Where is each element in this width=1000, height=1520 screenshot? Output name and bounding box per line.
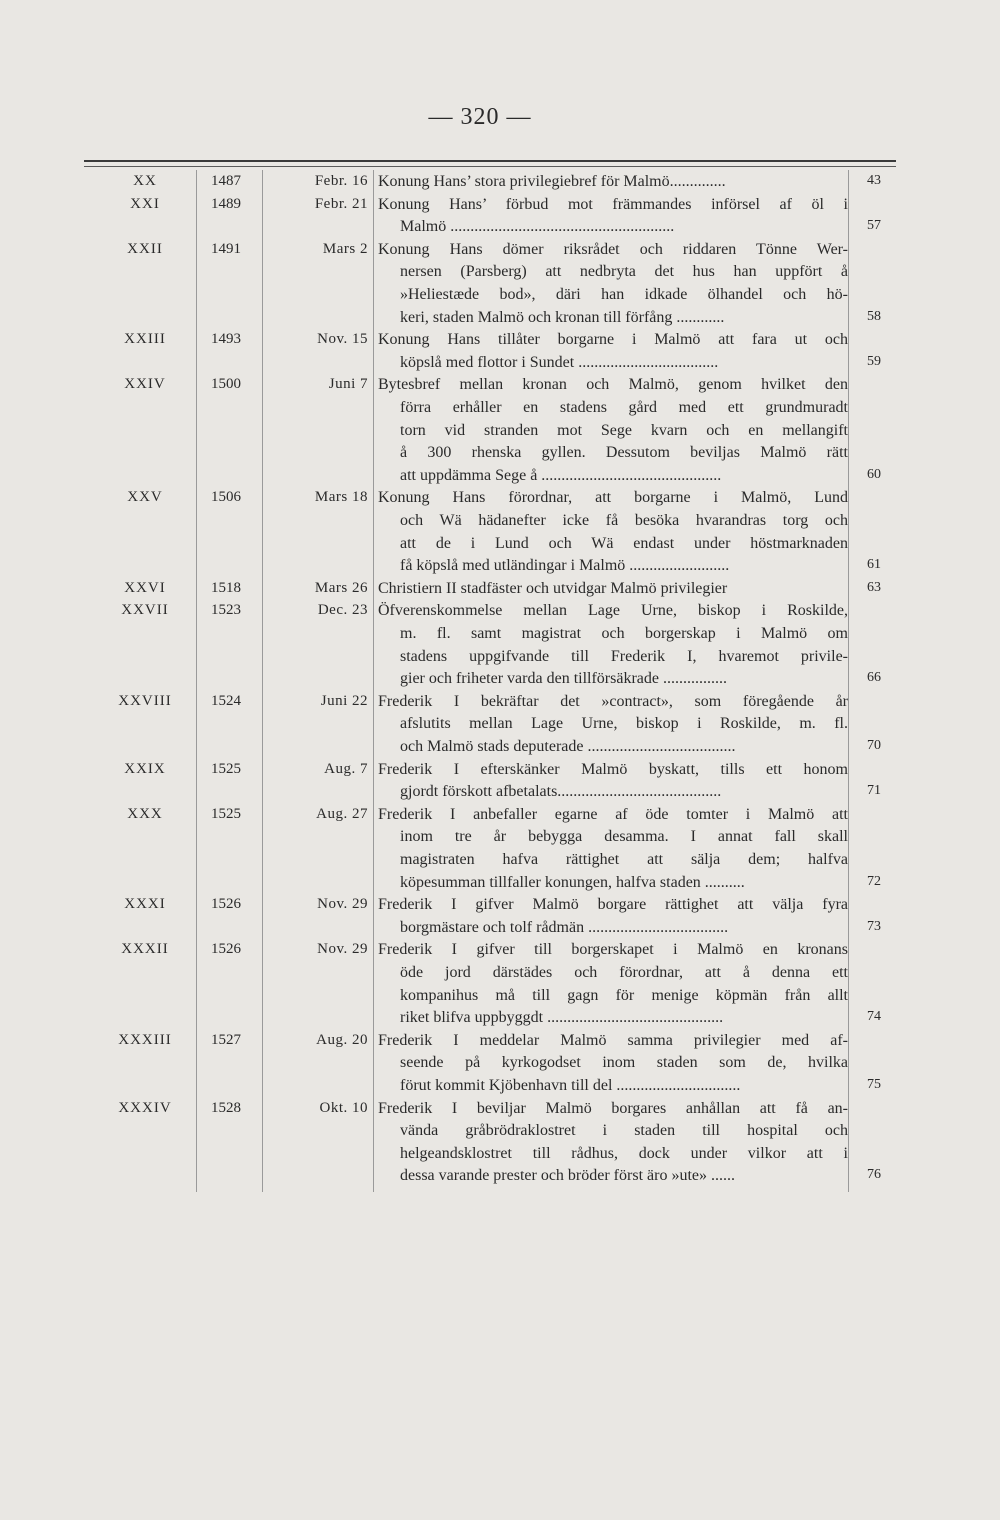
entry-page-ref: 63	[867, 579, 881, 595]
entry-year: 1528	[211, 1099, 241, 1116]
description-line: förut kommit Kjöbenhavn till del ...............................	[400, 1076, 741, 1094]
description-line: Öfverenskommelse mellan Lage Urne, biskop i Roskilde,	[378, 602, 848, 620]
description-line: dessa varande prester och bröder först äro »ute» ......	[400, 1167, 735, 1185]
entry-description	[378, 194, 848, 239]
entry-page-ref: 73	[867, 918, 881, 934]
column-divider	[262, 170, 263, 1192]
entry-description	[378, 759, 848, 804]
header-rule	[84, 160, 896, 162]
entry-number: XXXIV	[118, 1099, 172, 1116]
entry-date: Febr. 16	[314, 173, 368, 189]
entry-number: XXVII	[121, 602, 169, 619]
entry-page-ref: 76	[867, 1167, 881, 1183]
description-line: seende på kyrkogodset inom staden som de, hvilka	[400, 1054, 848, 1072]
description-line: Frederik I efterskänker Malmö byskatt, tills ett honom	[378, 760, 848, 778]
description-line: öde jord därstädes och förordnar, att å denna ett	[400, 963, 848, 981]
entry-page-ref: 60	[867, 466, 881, 482]
entry-page-ref: 43	[867, 173, 881, 188]
entry-number: XXIV	[124, 376, 166, 393]
entry-number: XXX	[127, 805, 163, 822]
entry-year: 1500	[211, 376, 241, 393]
description-line: Malmö ........................................................	[400, 218, 675, 236]
entry-number: XX	[133, 173, 157, 189]
description-line: få köpslå med utländingar i Malmö .........................	[400, 557, 730, 575]
description-line: vända gråbrödraklostret i staden till hospital och	[400, 1122, 848, 1140]
description-line: Frederik I gifver Malmö borgare rättighet att välja fyra	[378, 896, 848, 914]
entry-page-ref: 59	[867, 353, 881, 369]
description-line: Konung Hans tillåter borgarne i Malmö att fara ut och	[378, 331, 848, 349]
description-line: och Wä hädanefter icke få besöka hvarandras torg och	[400, 511, 848, 529]
description-line: helgeandsklostret till rådhus, dock under vilkor att i	[400, 1144, 848, 1162]
entry-year: 1527	[211, 1031, 241, 1048]
entry-year: 1518	[211, 579, 241, 596]
description-line: förra erhåller en stadens gård med ett grundmuradt	[400, 398, 848, 416]
entry-year: 1524	[211, 692, 241, 709]
description-line: Frederik I bekräftar det »contract», som föregående år	[378, 692, 848, 710]
entry-description	[378, 1098, 848, 1188]
entry-date: Aug. 27	[316, 805, 368, 822]
entry-description	[378, 329, 848, 374]
entry-page-ref: 74	[867, 1009, 881, 1025]
entry-year: 1523	[211, 602, 241, 619]
description-line: gjordt förskott afbetalats.........................................	[400, 783, 722, 801]
entry-number: XXXII	[121, 941, 169, 958]
description-line: kompanihus må till gagn för menige köpmän från allt	[400, 986, 848, 1004]
description-line: inom tre år bebygga desamma. I annat fall skall	[400, 828, 848, 846]
entry-page-ref: 72	[867, 873, 881, 889]
column-divider	[373, 170, 374, 1192]
description-line: stadens uppgifvande till Frederik I, hvaremot privile-	[400, 647, 848, 665]
entry-description	[378, 239, 848, 329]
entry-page-ref: 58	[867, 308, 881, 324]
entry-year: 1493	[211, 331, 241, 348]
entry-date: Mars 18	[314, 489, 368, 506]
entry-description	[378, 487, 848, 577]
entry-number: XXI	[130, 195, 160, 212]
description-line: afslutits mellan Lage Urne, biskop i Roskilde, m. fl.	[400, 715, 848, 733]
entry-description	[378, 691, 848, 759]
description-line: Frederik I meddelar Malmö samma privilegier med af-	[378, 1031, 848, 1049]
entry-page-ref: 71	[867, 783, 881, 799]
description-line: att uppdämma Sege å .............................................	[400, 466, 722, 484]
description-line: å 300 rhenska gyllen. Dessutom beviljas Malmö rätt	[400, 444, 848, 462]
entry-year: 1526	[211, 896, 241, 913]
description-line: magistraten hafva rättighet att sälja dem; halfva	[400, 850, 848, 868]
entry-page-ref: 61	[867, 557, 881, 573]
entry-number: XXXIII	[118, 1031, 172, 1048]
description-line: Konung Hans’ stora privilegiebref för Malmö..............	[378, 173, 726, 190]
entry-year: 1489	[211, 195, 241, 212]
description-line: Frederik I gifver till borgerskapet i Malmö en kronans	[378, 941, 848, 959]
entry-date: Mars 2	[322, 240, 368, 257]
entry-year: 1525	[211, 805, 241, 822]
description-line: Bytesbref mellan kronan och Malmö, genom hvilket den	[378, 376, 848, 394]
description-line: och Malmö stads deputerade .....................................	[400, 737, 736, 755]
entry-number: XXXI	[124, 896, 166, 913]
entry-page-ref: 57	[867, 218, 881, 234]
entry-description	[378, 600, 848, 690]
entry-description	[378, 1030, 848, 1098]
entry-page-ref: 66	[867, 670, 881, 686]
description-line: köpslå med flottor i Sundet ...................................	[400, 353, 719, 371]
entry-number: XXII	[127, 240, 163, 257]
entry-number: XXIX	[124, 760, 166, 777]
entry-date: Dec. 23	[317, 602, 368, 619]
entry-number: XXIII	[124, 331, 166, 348]
description-line: gier och friheter varda den tillförsäkrade ................	[400, 670, 727, 688]
entry-date: Aug. 7	[324, 760, 368, 777]
column-divider	[848, 170, 849, 1192]
entry-date: Mars 26	[314, 579, 368, 596]
description-line: Frederik I beviljar Malmö borgares anhållan att få an-	[378, 1099, 848, 1117]
description-line: Konung Hans förordnar, att borgarne i Malmö, Lund	[378, 489, 848, 507]
description-line: Christiern II stadfäster och utvidgar Malmö privilegier	[378, 579, 728, 597]
description-line: Konung Hans dömer riksrådet och riddaren Tönne Wer-	[378, 240, 848, 258]
entry-number: XXVI	[124, 579, 166, 596]
entry-description	[378, 578, 848, 601]
entry-date: Nov. 29	[317, 941, 368, 958]
description-line: riket blifva uppbyggdt ............................................	[400, 1009, 724, 1027]
header-rule-thin	[84, 166, 896, 167]
entry-year: 1491	[211, 240, 241, 257]
description-line: borgmästare och tolf rådmän ...................................	[400, 918, 729, 936]
entry-year: 1525	[211, 760, 241, 777]
entry-date: Juni 7	[328, 376, 368, 393]
description-line: keri, staden Malmö och kronan till förfång ............	[400, 308, 725, 326]
description-line: nersen (Parsberg) att nedbryta det hus han uppfört å	[400, 263, 848, 281]
entry-date: Okt. 10	[319, 1099, 368, 1116]
entry-page-ref: 75	[867, 1076, 881, 1092]
entry-date: Nov. 29	[317, 896, 368, 913]
entry-date: Aug. 20	[316, 1031, 368, 1048]
entry-year: 1526	[211, 941, 241, 958]
entry-description	[378, 804, 848, 894]
entry-year: 1487	[211, 173, 241, 189]
entry-date: Juni 22	[320, 692, 368, 709]
description-line: m. fl. samt magistrat och borgerskap i Malmö om	[400, 624, 848, 642]
description-line: Frederik I anbefaller egarne af öde tomter i Malmö att	[378, 805, 848, 823]
entry-year: 1506	[211, 489, 241, 506]
description-line: att de i Lund och Wä endast under höstmarknaden	[400, 534, 848, 552]
entry-description	[378, 374, 848, 487]
description-line: köpesumman tillfaller konungen, halfva staden ..........	[400, 873, 745, 891]
description-line: Konung Hans’ förbud mot främmandes införsel af öl i	[378, 195, 848, 213]
entry-number: XXV	[127, 489, 163, 506]
description-line: »Heliestæde bod», däri han idkade ölhandel och hö-	[400, 285, 848, 303]
description-line: torn vid stranden mot Sege kvarn och en mellangift	[400, 421, 848, 439]
entry-date: Febr. 21	[314, 195, 368, 212]
entry-description	[378, 894, 848, 939]
entry-date: Nov. 15	[317, 331, 368, 348]
entry-description	[378, 939, 848, 1029]
entry-page-ref: 70	[867, 737, 881, 753]
entry-number: XXVIII	[118, 692, 172, 709]
entry-description	[378, 171, 848, 194]
page-number: — 320 —	[428, 104, 532, 130]
